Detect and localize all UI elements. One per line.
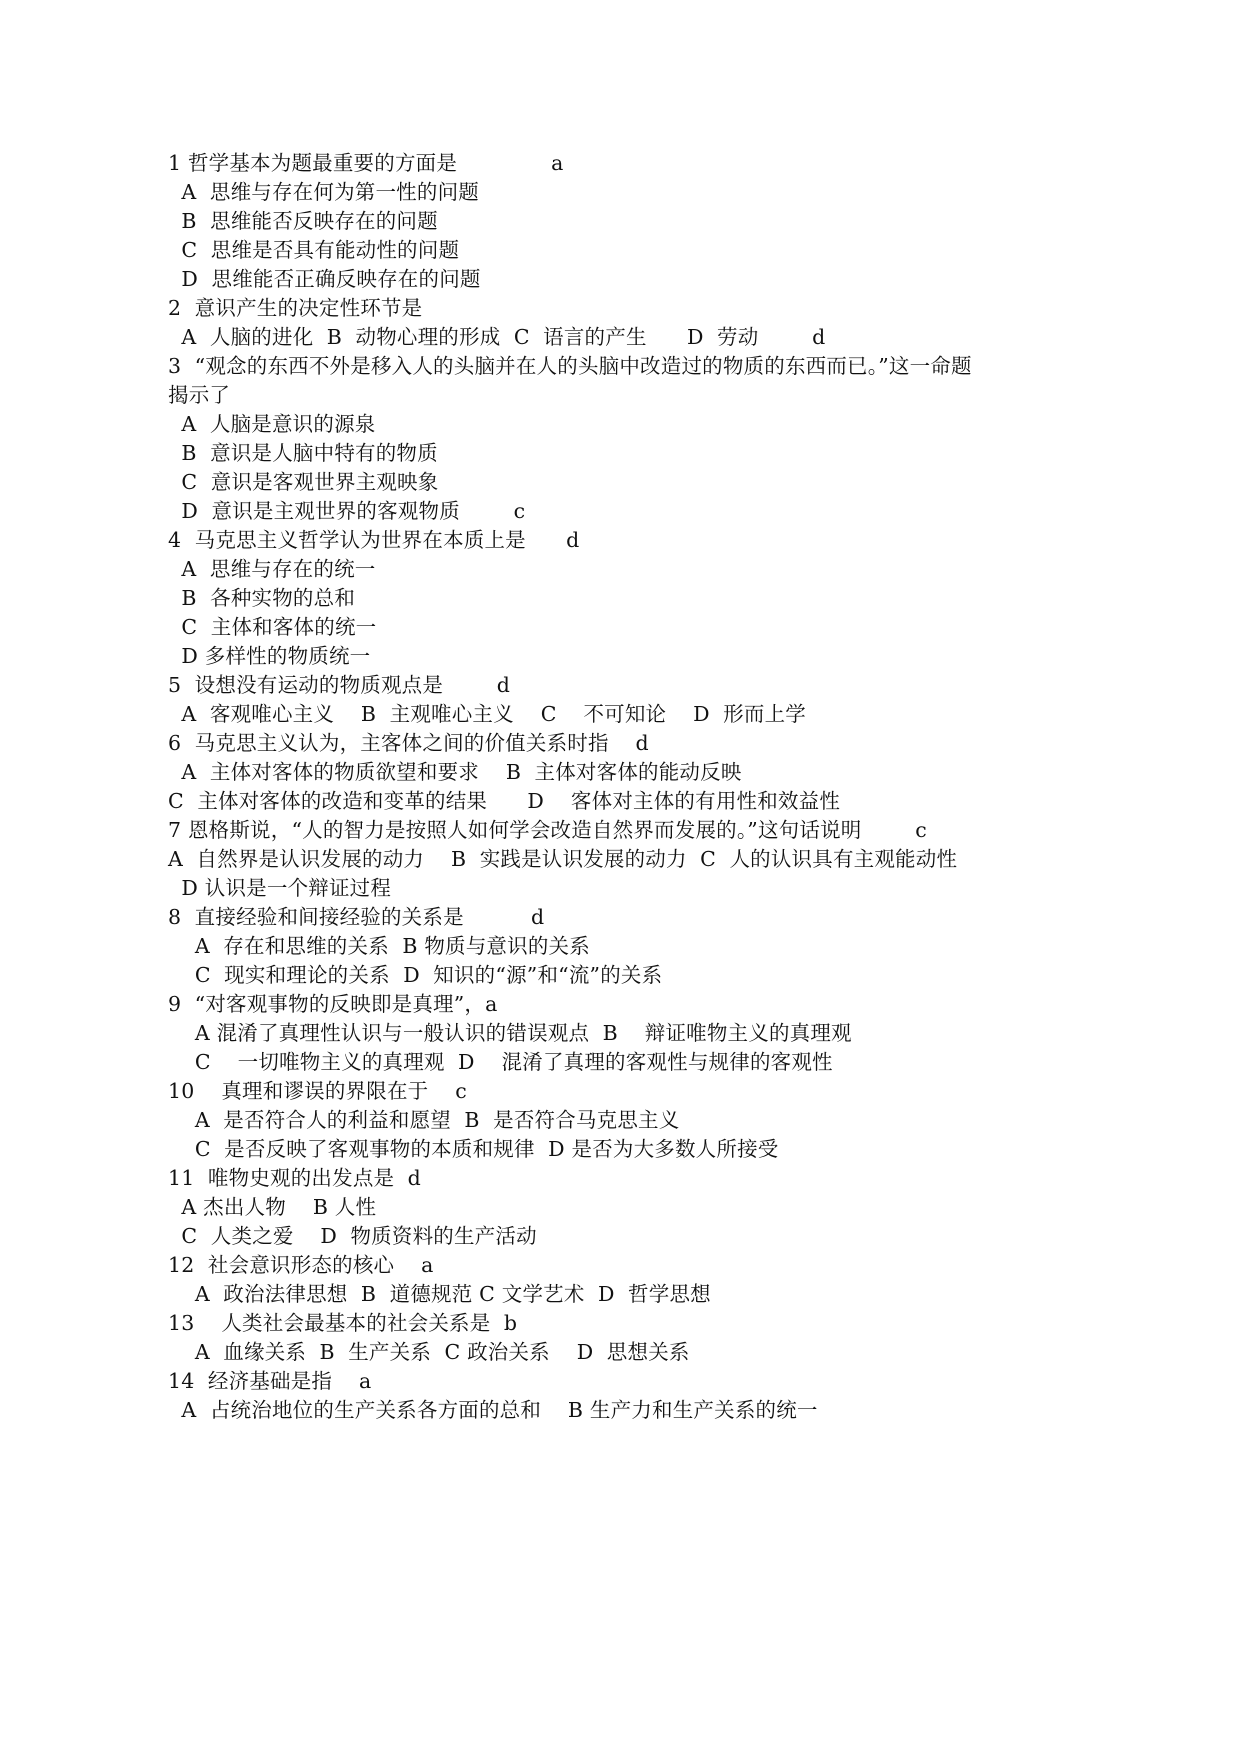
- question-3-option-d: D 意识是主观世界的客观物质 c: [168, 499, 526, 523]
- question-5-stem: 5 设想没有运动的物质观点是 d: [168, 673, 511, 697]
- question-4-stem: 4 马克思主义哲学认为世界在本质上是 d: [168, 528, 580, 552]
- question-9-options-cd: C 一切唯物主义的真理观 D 混淆了真理的客观性与规律的客观性: [168, 1050, 833, 1074]
- question-10-options-ab: A 是否符合人的利益和愿望 B 是否符合马克思主义: [168, 1108, 680, 1132]
- question-13-options: A 血缘关系 B 生产关系 C 政治关系 D 思想关系: [168, 1340, 690, 1364]
- question-1-stem: 1 哲学基本为题最重要的方面是 a: [168, 151, 564, 175]
- question-10-stem: 10 真理和谬误的界限在于 c: [168, 1079, 467, 1103]
- question-11-options-cd: C 人类之爱 D 物质资料的生产活动: [168, 1224, 537, 1248]
- question-13-stem: 13 人类社会最基本的社会关系是 b: [168, 1311, 518, 1335]
- question-14-options: A 占统治地位的生产关系各方面的总和 B 生产力和生产关系的统一: [168, 1398, 818, 1422]
- question-4-option-b: B 各种实物的总和: [168, 586, 356, 610]
- question-12-options: A 政治法律思想 B 道德规范 C 文学艺术 D 哲学思想: [168, 1282, 711, 1306]
- question-3-stem-cont: 揭示了: [168, 383, 231, 407]
- question-2-options: A 人脑的进化 B 动物心理的形成 C 语言的产生 D 劳动 d: [168, 325, 826, 349]
- question-3-option-c: C 意识是客观世界主观映象: [168, 470, 439, 494]
- question-11-stem: 11 唯物史观的出发点是 d: [168, 1166, 421, 1190]
- question-1-option-c: C 思维是否具有能动性的问题: [168, 238, 460, 262]
- question-3-option-a: A 人脑是意识的源泉: [168, 412, 376, 436]
- question-4-option-c: C 主体和客体的统一: [168, 615, 377, 639]
- question-1-option-d: D 思维能否正确反映存在的问题: [168, 267, 481, 291]
- question-14-stem: 14 经济基础是指 a: [168, 1369, 372, 1393]
- question-3-option-b: B 意识是人脑中特有的物质: [168, 441, 438, 465]
- question-8-stem: 8 直接经验和间接经验的关系是 d: [168, 905, 545, 929]
- question-8-options-ab: A 存在和思维的关系 B 物质与意识的关系: [168, 934, 590, 958]
- question-3-stem: 3 “观念的东西不外是移入人的头脑并在人的头脑中改造过的物质的东西而已。”这一命题: [168, 354, 972, 378]
- question-9-stem: 9 “对客观事物的反映即是真理”，a: [168, 992, 498, 1016]
- question-11-options-ab: A 杰出人物 B 人性: [168, 1195, 377, 1219]
- question-4-option-d: D 多样性的物质统一: [168, 644, 371, 668]
- question-6-options-ab: A 主体对客体的物质欲望和要求 B 主体对客体的能动反映: [168, 760, 742, 784]
- question-6-options-cd: C 主体对客体的改造和变革的结果 D 客体对主体的有用性和效益性: [168, 789, 841, 813]
- question-7-options-abc: A 自然界是认识发展的动力 B 实践是认识发展的动力 C 人的认识具有主观能动性: [168, 847, 958, 871]
- question-4-option-a: A 思维与存在的统一: [168, 557, 376, 581]
- question-8-options-cd: C 现实和理论的关系 D 知识的“源”和“流”的关系: [168, 963, 663, 987]
- question-7-option-d: D 认识是一个辩证过程: [168, 876, 392, 900]
- question-7-stem: 7 恩格斯说，“人的智力是按照人如何学会改造自然界而发展的。”这句话说明 c: [168, 818, 927, 842]
- question-6-stem: 6 马克思主义认为，主客体之间的价值关系时指 d: [168, 731, 649, 755]
- question-5-options: A 客观唯心主义 B 主观唯心主义 C 不可知论 D 形而上学: [168, 702, 806, 726]
- question-1-option-b: B 思维能否反映存在的问题: [168, 209, 438, 233]
- question-2-stem: 2 意识产生的决定性环节是: [168, 296, 423, 320]
- question-9-options-ab: A 混淆了真理性认识与一般认识的错误观点 B 辩证唯物主义的真理观: [168, 1021, 852, 1045]
- question-1-option-a: A 思维与存在何为第一性的问题: [168, 180, 479, 204]
- question-12-stem: 12 社会意识形态的核心 a: [168, 1253, 434, 1277]
- question-10-options-cd: C 是否反映了客观事物的本质和规律 D 是否为大多数人所接受: [168, 1137, 779, 1161]
